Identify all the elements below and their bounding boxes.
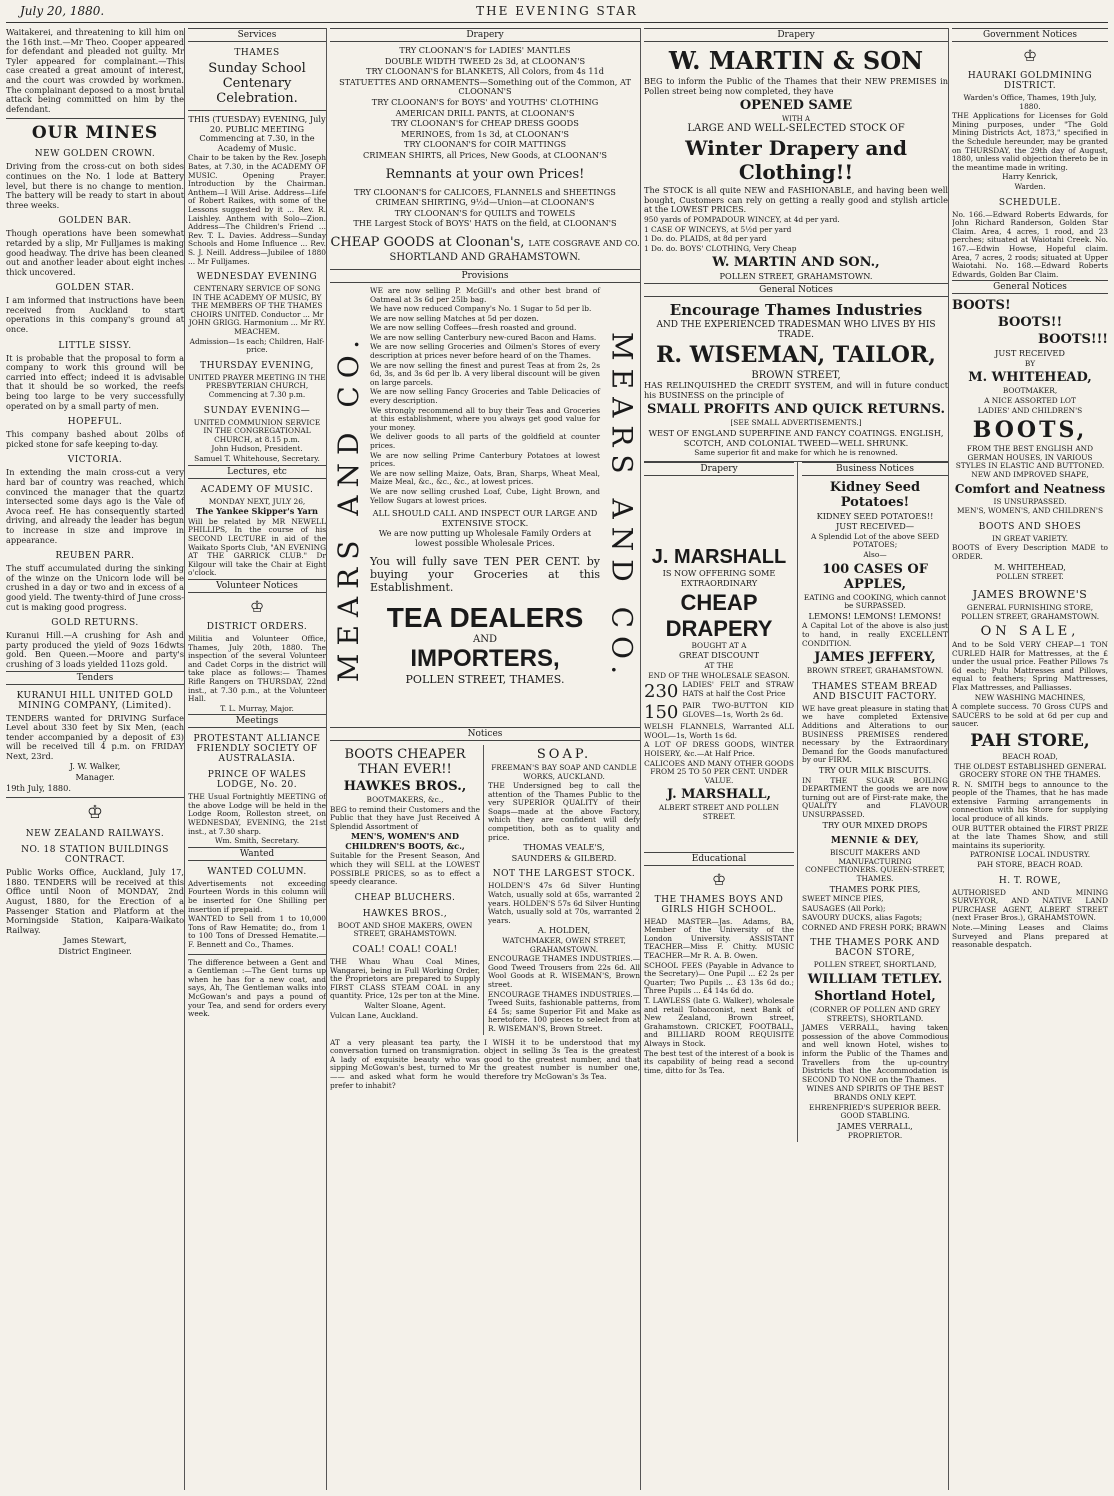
kidney-sub: KIDNEY SEED POTATOES!! [816, 510, 934, 521]
agent: THOMAS VEALE'S, [523, 842, 605, 853]
cloonan-list [330, 46, 640, 161]
pork-store: THE THAMES PORK AND BACON STORE, [810, 938, 940, 959]
bought-line: BOUGHT AT A [691, 640, 747, 650]
bread-heading: THAMES STEAM BREAD AND BISCUIT FACTORY. [812, 681, 938, 702]
tender-notice: TENDERS wanted for DRIVING Surface Level about 330 feet by Six Men, (each tender accompanied by a deposit of £3) will be received till 4 p.m. on FRIDAY Next, 23rd. [6, 712, 184, 761]
encourage-headline: Encourage Thames Industries [669, 300, 923, 319]
cloonan-address: SHORTLAND AND GRAHAMSTOWN. [389, 251, 581, 263]
soap-company: FREEMAN'S BAY SOAP AND CANDLE WORKS, AUCKLAND. [491, 762, 637, 781]
tea-dealers: TEA DEALERS [386, 601, 584, 633]
column-services [188, 28, 327, 1490]
mine-report: The stuff accumulated during the sinking of the winze on the Unicorn lode will be crushed in a day or two and in excess of a good yield. The twenty-third of June cross-cut is making good progress. [6, 563, 184, 612]
notice-date: 19th July, 1880. [6, 782, 71, 793]
town-label: THAMES [234, 48, 280, 58]
gloves-text: PAIR TWO-BUTTON KID GLOVES—1s, Worth 2s 6d. [682, 701, 794, 719]
bottom-row [330, 1039, 640, 1092]
blucher-line: CHEAP BLUCHERS. [354, 892, 456, 903]
hats-count: 230 [644, 681, 679, 703]
store-name: GENERAL FURNISHING STORE, [966, 602, 1094, 612]
lemons-line: LEMONS! LEMONS! LEMONS! [808, 610, 942, 621]
mine-heading: HOPEFUL. [67, 417, 123, 428]
provision-item: We are now selling Coffees—fresh roasted and ground. [370, 323, 577, 333]
mears-name: MEARS AND CO. [605, 331, 639, 682]
wines-line: WINES AND SPIRITS OF THE BEST BRANDS ONLY KEPT. [806, 1084, 944, 1102]
warden-office: Warden's Office, Thames, 19th July, 1880. [963, 93, 1097, 111]
holden-address: WATCHMAKER, OWEN STREET, GRAHAMSTOWN. [502, 936, 626, 954]
apples-line: 100 CASES OF APPLES, [822, 561, 928, 592]
mine-report: It is probable that the proposal to form a company to work this ground will be carried into effect; indeed it is advisable that it should be so worked, the reefs being too large to be very successfully operated on by a small party of men. [6, 352, 184, 411]
dress-offer: A LOT OF DRESS GOODS, WINTER HOISERY, &c.—At Half Price. [644, 740, 794, 759]
schedule-body: No. 166.—Edward Roberts Edwards, for John Richard Randerson, Golden Star Claim. Area, 4 acres, 1 rood, and 23 perches; situated at Waiotahi Creek. No. 167.—Edwin Howse, Hopeful claim. Area, 7 acres, 2 roods; situated at Upper Waiotahi. No. 168.—Edward Roberts Edwards, Golden Bar Claim. [952, 209, 1108, 279]
renowned-line: Same superior fit and make for which he is renowned. [694, 448, 898, 458]
at-the-line: AT THE [704, 661, 734, 671]
whitehead-name: M. WHITEHEAD, [968, 370, 1092, 386]
late-firm: LATE COSGRAVE AND CO. [528, 238, 640, 248]
crest-icon: ♔ [1022, 46, 1038, 65]
boots-big: BOOTS, [972, 417, 1088, 444]
butter-line: OUR BUTTER obtained the FIRST PRIZE at the late Thames Show, and still maintains its superiority. [952, 823, 1108, 850]
wiseman-street: BROWN STREET, [751, 370, 841, 382]
lodge-notice: THE Usual Fortnightly MEETING of the above Lodge will be held in the Lodge Room, Rolleston street, on WEDNESDAY, EVENING, the 21st inst., at 7.30 sharp. [188, 792, 326, 836]
signatory-title: Manager. [75, 772, 115, 783]
provision-item: We strongly recommend all to buy their Teas and Groceries at this establishment, where you always get good value for your money. [370, 405, 600, 432]
provision-item: We are now selling Prime Canterbury Potatoes at lowest prices. [370, 450, 600, 469]
rowe-body: AUTHORISED AND MINING SURVEYOR, AND NATIVE LAND PURCHASE AGENT, ALBERT STREET (next Fraser Bros.), GRAHAMSTOWN. [952, 887, 1108, 923]
cheap-drapery: CHEAP DRAPERY [665, 589, 773, 641]
cloonan-line: THE Largest Stock of BOYS' HATS on the field, at CLOONAN'S [353, 218, 617, 229]
venue: ACADEMY OF MUSIC. [200, 484, 314, 495]
soap-makers: SAUNDERS & GILBERD. [511, 852, 617, 863]
provision-item: WE are now selling P. McGill's and other best brand of Oatmeal at 3s 6d per 25lb bag. [370, 285, 600, 304]
calico-offer: CALICOES AND MANY OTHER GOODS FROM 25 TO 50 PER CENT. UNDER VALUE. [644, 758, 794, 785]
martin-name: W. MARTIN AND SON., [712, 255, 880, 271]
provision-item: We have now reduced Company's No. 1 Sugar to 5d per lb. [370, 304, 592, 314]
tetley-name: WILLIAM TETLEY. [807, 972, 943, 988]
cloonan-line: TRY CLOONAN'S for CALICOES, FLANNELS and SHEETINGS [354, 186, 616, 197]
lodge-name: PRINCE OF WALES LODGE, No. 20. [207, 770, 307, 791]
martin-item: 1 Do. do. BOYS' CLOTHING, Very Cheap [644, 243, 797, 253]
kidney-headline: Kidney Seed Potatoes! [829, 479, 921, 510]
section-label: Meetings [188, 714, 326, 728]
offering-line: IS NOW OFFERING SOME [662, 567, 776, 578]
provision-item: We are now selling Fancy Groceries and Table Delicacies of every description. [370, 387, 600, 406]
crest-icon: ♔ [86, 802, 104, 824]
mine-report: In extending the main cross-cut a very hard bar of country was reached, which convinced the manager that the quartz intersected some days ago is the Vale of Avoca reef. He has consequently started driving, and already the leader has begun to increase in size and improve in appearance. [6, 467, 184, 545]
mince-pies: SWEET MINCE PIES, [802, 894, 884, 904]
encourage-ad: ENCOURAGE THAMES INDUSTRIES.—Good Tweed Trousers from 22s 6d. All Wool Goods at R. WISEMAN'S, Brown street. [488, 954, 640, 989]
sale-body: And to be Sold VERY CHEAP—1 TON CURLED HAIR for Mattresses, at the £ under the usual price. Feather Pillows 7s 6d each; Pulu Mattresses and Pillows, equal to feathers; Spring Mattresses, Flax Mattresses, and Palliasses. [952, 639, 1108, 692]
section-label: Drapery [644, 462, 794, 476]
school-staff: HEAD MASTER—Jas. Adams, BA, Member of the University of the London University. ASSISTANT TEACHER—Miss F. Chitty. MUSIC TEACHER—Mr R. A. B. Owen. [644, 916, 794, 960]
signatory: Walter Sloane, Agent. [364, 1001, 446, 1010]
mears-advert [330, 287, 640, 727]
tea-price-ad: I WISH it to be understood that my object in selling 3s Tea is the greatest good to the greatest number, and that the greatest number is number one, therefore try McGowan's 3s Tea. [484, 1037, 640, 1081]
mine-heading: GOLD RETURNS. [51, 618, 139, 629]
tea-test-ad: The best test of the interest of a book is its capability of being read a second time, ditto for 3s Tea. [644, 1048, 794, 1075]
nice-lot: A NICE ASSORTED LOT [984, 396, 1076, 406]
column-drapery-provisions [330, 28, 641, 1490]
mine-report: This company bashed about 20lbs of picked stone for safe keeping to-day. [6, 429, 184, 449]
event-heading: THURSDAY EVENING, [200, 360, 314, 371]
winter-headline: Winter Drapery and Clothing!! [685, 136, 907, 185]
signatory: Wm. Smith, Secretary. [214, 836, 300, 846]
signatory: J. W. Walker, [69, 761, 121, 772]
hawkes-trade: BOOTMAKERS, &c., [366, 794, 444, 804]
hawkes-name: HAWKES BROS., [362, 908, 448, 919]
variety-line: IN GREAT VARIETY. [991, 533, 1069, 543]
marshall-address: ALBERT STREET AND POLLEN STREET. [658, 803, 780, 821]
washing-line: NEW WASHING MACHINES, [974, 692, 1086, 702]
company-name: KURANUI HILL UNITED GOLD MINING COMPANY, (Limited). [16, 690, 174, 711]
volunteer-orders: Militia and Volunteer Office, Thames, July 20th, 1880. The inspection of the several Volunteer and Cadet Corps in the district will take place as follows:— Thames Rifle Rangers on THURSDAY, 22nd inst., at 7.30 p.m., at the Volunteer Hall. [188, 633, 326, 704]
washing-body: A complete success. 70 Gross CUPS and SAUCERS to be sold at 6d per cup and saucer. [952, 702, 1108, 729]
mine-heading: GOLDEN STAR. [55, 283, 135, 294]
cloonan-line: DOUBLE WIDTH TWEED 2s 3d, at CLOONAN'S [384, 55, 586, 66]
event-details: UNITED PRAYER MEETING IN THE PRESBYTERIAN CHURCH, Commencing at 7.30 p.m. [188, 372, 326, 400]
cloonan-line: TRY CLOONAN'S for CHEAP DRESS GOODS [391, 118, 579, 129]
meeting-notice: THIS (TUESDAY) EVENING, July 20. PUBLIC MEETING Commencing at 7.30, in the Academy of Music. [188, 114, 326, 153]
wanted-ad: WANTED to Sell from 1 to 10,000 Tons of Raw Hematite; do., from 1 to 100 Tons of Dressed Hematite.—F. Bennett and Co., Thames. [188, 914, 326, 949]
corned: CORNED AND FRESH PORK; BRAWN [802, 922, 947, 932]
hawkes-advert [330, 745, 484, 1035]
mine-heading: LITTLE SISSY. [58, 340, 132, 351]
cloonan-list [330, 188, 640, 229]
drops-line: TRY OUR MIXED DROPS [822, 819, 928, 830]
houses-line: FROM THE BEST ENGLISH AND GERMAN HOUSES, IN VARIOUS STYLES IN ELASTIC AND BUTTONED. NEW AND IMPROVED SHAPE, [955, 444, 1105, 480]
ladies-line: LADIES' AND CHILDREN'S [977, 405, 1083, 415]
mine-heading: NEW GOLDEN CROWN. [34, 149, 156, 160]
savoury: SAVOURY DUCKS, alias Fagots; [802, 913, 923, 923]
our-mines-heading: OUR MINES [31, 123, 159, 144]
mine-report: Driving from the cross-cut on both sides continues on the No. 1 lode at Battery level, but there is no change to mention. The battery will be ready to start in about three weeks. [6, 161, 184, 210]
provision-item: We are now selling Maize, Oats, Bran, Sharps, Wheat Meal, Maize Meal, &c., &c., &c., at lowest prices. [370, 468, 600, 487]
mine-heading: VICTORIA. [67, 455, 123, 466]
drapery-business-row [644, 461, 948, 1142]
signatory: John Hudson, President. [211, 444, 303, 454]
holden-name: A. HOLDEN, [537, 925, 591, 936]
cloonan-line: TRY CLOONAN'S for BOYS' and YOUTHS' CLOTHING [371, 96, 599, 107]
beach-road: BEACH ROAD, [1002, 751, 1058, 761]
cheap-goods-title: CHEAP GOODS at Cloonan's, [330, 234, 525, 250]
provision-item: We are now selling the finest and purest Teas at from 2s, 2s 6d, 3s, and 3s 6d per lb. A very liberal discount will be given on large parcels. [370, 360, 600, 387]
mennie-sub: BISCUIT MAKERS AND MANUFACTURING CONFECTIONERS. QUEEN-STREET, THAMES. [805, 848, 945, 883]
hawkes-address: BOOT AND SHOE MAKERS, OWEN STREET, GRAHAMSTOWN. [337, 920, 473, 939]
school-fees: SCHOOL FEES (Payable in Advance to the Secretary)— One Pupil ... £2 2s per Quarter; Two Pupils ... £3 13s 6d do.; Three Pupils ... £4 14s 6d do. [644, 960, 794, 996]
small-profits: SMALL PROFITS AND QUICK RETURNS. [646, 402, 946, 418]
hawkes-name: HAWKES BROS., [343, 778, 467, 794]
page-header [6, 4, 1108, 23]
bootmaker-label: BOOTMAKER, [1002, 386, 1058, 396]
also-label: Also— [863, 550, 887, 560]
save-line: You will fully save TEN PER CENT. by buying your Groceries at this Establishment. [370, 554, 600, 594]
marshall-name: J. MARSHALL [651, 545, 787, 568]
provision-item: We are now selling Canterbury new-cured Bacon and Hams. [370, 332, 597, 342]
milk-line: TRY OUR MILK BISCUITS. [818, 764, 932, 775]
boots-shout: BOOTS!! [997, 315, 1063, 331]
hats-text: LADIES' FELT and STRAW HATS at half the Cost Price [682, 680, 794, 698]
divider [188, 110, 326, 111]
signatory: James Stewart, [63, 935, 127, 946]
section-label: Drapery [644, 28, 948, 42]
soap-heading: SOAP. [536, 746, 592, 762]
admission: Admission—1s each; Children, Half-price. [189, 336, 325, 355]
society-name: PROTESTANT ALLIANCE FRIENDLY SOCIETY OF AUSTRALASIA. [193, 734, 321, 765]
mine-report: I am informed that instructions have been received from Auckland to start operations in this company's ground at once. [6, 295, 184, 335]
welsh-offer: WELSH FLANNELS, Warranted ALL WOOL—1s, Worth 1s 6d. [644, 722, 794, 740]
court-report: Waitakerei, and threatening to kill him on the 16th inst.—Mr Theo. Cooper appeared for defendant and pleaded not guilty. Mr Tyler appeared for complainant.—This case created a great amount of interest, and the court was crowded by workmen. The complainant deposed to a most brutal attack being committed on him by the defendant. [6, 28, 184, 114]
whitehead-address: POLLEN STREET. [996, 572, 1064, 582]
pah-sub: THE OLDEST ESTABLISHED GENERAL GROCERY STORE ON THE THAMES. [954, 761, 1106, 780]
provision-item: We deliver goods to all parts of the goldfield at counter prices. [370, 432, 600, 450]
signatory-title: Warden. [1014, 181, 1046, 191]
watch-heading: NOT THE LARGEST STOCK. [492, 869, 636, 880]
crest-icon: ♔ [711, 869, 727, 889]
whitehead-name: M. WHITEHEAD, [994, 561, 1066, 572]
encourage-ad: ENCOURAGE THAMES INDUSTRIES.—Tweed Suits, fashionable patterns, from £4 5s; same Superior Fit and Make as heretofore. 100 pieces to select from at R. WISEMAN'S, Brown Street. [488, 989, 640, 1033]
cloonan-line: MERINOES, from 1s 3d, at CLOONAN'S [400, 128, 570, 139]
program: Chair to be taken by the Rev. Joseph Bates, at 7.30, in the ACADEMY OF MUSIC. Opening Prayer. Introduction by the Chairman. Anthem—I Will Arise. Address—Life of Robert Raikes, with some of the Lessons suggested by it ... Rev. R. Laishley. Anthem with Solo—Zion. Address—The Children's Friend ... Rev. T. L. Davies. Address—Sunday Schools and Home Influence ... Rev. S. J. Neill. Address—Jubilee of 1880 ... Mr Fulljames. [188, 153, 326, 266]
pah-store: PAH STORE, [970, 730, 1090, 751]
boots-shout: BOOTS!!! [1037, 332, 1108, 348]
section-label: Volunteer Notices [188, 579, 326, 593]
column-news [6, 28, 185, 1490]
mears-name: MEARS AND CO. [331, 331, 365, 682]
martin-items [644, 216, 948, 253]
section-label: General Notices [644, 283, 948, 297]
cloonan-line: TRY CLOONAN'S for COIR MATTINGS [403, 139, 567, 150]
tradesman-line: AND THE EXPERIENCED TRADESMAN WHO LIVES BY HIS TRADE. [656, 319, 936, 340]
lawless-ad: T. LAWLESS (late G. Walker), wholesale and retail Tobacconist, next Bank of New Zealand, Brown street, Grahamstown. CRICKET, FOOTBALL, and BILLIARD ROOM REQUISITE Always in Stock. [644, 995, 794, 1048]
section-label: Lectures, etc [188, 465, 326, 479]
district-heading: HAURAKI GOLDMINING DISTRICT. [967, 71, 1093, 91]
coatings-line: WEST OF ENGLAND SUPERFINE AND FANCY COATINGS. ENGLISH, SCOTCH, AND COLONIAL TWEED—WELL SHRUNK. [648, 427, 944, 448]
sausages: SAUSAGES (All Pork); [802, 903, 886, 913]
rowe-note: Note.—Mining Leases and Claims Surveyed and Plans prepared at reasonable despatch. [952, 923, 1108, 950]
section-label: Drapery [330, 28, 640, 42]
crest-icon: ♔ [249, 596, 265, 616]
end-line: END OF THE WHOLESALE SEASON. [648, 670, 790, 680]
cloonan-line: CRIMEAN SHIRTING, 9½d—Union—at CLOONAN'S [375, 197, 595, 208]
remnants-line: Remnants at your own Prices! [385, 166, 585, 182]
proprietor-label: PROPRIETOR. [847, 1131, 903, 1141]
divider [6, 797, 184, 798]
by-label: BY [1024, 358, 1036, 368]
section-label: Notices [330, 727, 640, 741]
boots-shoes: BOOTS AND SHOES [978, 521, 1082, 532]
rowe-name: H. T. ROWE, [998, 875, 1062, 886]
martin-body: BEG to inform the Public of the Thames that their NEW PREMISES in Pollen street being now completed, they have [644, 76, 948, 96]
call-line: ALL SHOULD CALL AND INSPECT OUR LARGE AND EXTENSIVE STOCK. [372, 508, 598, 528]
opened-line: OPENED SAME [739, 98, 853, 114]
hotel-sub: (CORNER OF POLLEN AND GREY STREETS), SHORTLAND. [809, 1005, 941, 1023]
cloonan-line: TRY CLOONAN'S for LADIES' MANTLES [399, 45, 571, 55]
wanted-rates: Advertisements not exceeding Fourteen Words in this column will be inserted for One Shilling per insertion if prepaid. [188, 878, 326, 914]
mears-vertical-right [604, 287, 640, 727]
wiseman-name: R. WISEMAN, TAILOR, [656, 342, 936, 369]
lecture-details: Will be related by MR NEWELL PHILLIPS, In the course of his SECOND LECTURE in aid of the Waikato Sports Club, "AN EVENING AT THE GARRICK CLUB." Dr Kilgour will take the Chair at Eight o'clock. [188, 516, 326, 578]
see-note: [SEE SMALL ADVERTISEMENTS.] [730, 418, 862, 428]
cloonan-line: TRY CLOONAN'S for QUILTS and TOWELS [394, 207, 576, 218]
coal-heading: COAL! COAL! COAL! [352, 945, 458, 956]
notices-row [330, 745, 640, 1035]
railway-heading: NEW ZEALAND RAILWAYS. [25, 829, 165, 840]
browne-name: JAMES BROWNE'S [972, 587, 1088, 601]
importers: IMPORTERS, [410, 644, 560, 672]
newspaper-title: THE EVENING STAR [476, 4, 638, 18]
event-heading: WEDNESDAY EVENING [196, 272, 318, 283]
hats-offer [644, 681, 794, 702]
provision-item: We are now selling crushed Loaf, Cube, Light Brown, and Yellow Sugars at lowest prices. [370, 486, 600, 505]
martin-item: 950 yards of POMPADOUR WINCEY, at 4d per yard. [644, 214, 840, 224]
section-label: Provisions [330, 269, 640, 283]
lecture-date: MONDAY NEXT, JULY 26, [208, 496, 306, 506]
railway-subheading: NO. 18 STATION BUILDINGS CONTRACT. [21, 845, 169, 866]
hotel-name: Shortland Hotel, [814, 989, 936, 1005]
boots-headline: BOOTS CHEAPER THAN EVER!! [344, 746, 466, 777]
large-stock: LARGE AND WELL-SELECTED STOCK OF [687, 123, 905, 135]
martin-item: 1 CASE OF WINCEYS, at 5½d per yard [644, 224, 792, 234]
comfort-line: Comfort and Neatness [954, 481, 1106, 496]
section-label: Services [188, 28, 326, 42]
discount-line: GREAT DISCOUNT [678, 650, 760, 661]
just-received: JUST RECEIVED [995, 348, 1065, 359]
cloonan-line: AMERICAN DRILL PANTS, at CLOONAN'S [395, 107, 575, 118]
soap-advert [488, 745, 640, 1035]
verrall-name: JAMES VERRALL, [837, 1120, 913, 1131]
celebration-title: Sunday School Centenary Celebration. [208, 61, 306, 106]
sugar-line: IN THE SUGAR BOILING DEPARTMENT the goods we are now turning out are of First-rate make, the QUALITY and FLAVOUR UNSURPASSED. [802, 775, 948, 819]
martin-address: POLLEN STREET, GRAHAMSTOWN. [719, 271, 873, 282]
tea-party-ad: AT a very pleasant tea party, the conversation turned on transmigration. A lady of exquisite beauty who was sipping McGowan's best, turned to Mr —— and asked what form he would prefer to inhabit? [330, 1037, 480, 1090]
business-notices [802, 462, 948, 1142]
column-drapery-notices [644, 28, 949, 1490]
gloves-offer [644, 702, 794, 723]
watch-body: HOLDEN'S 47s 6d Silver Hunting Watch, usually sold at 65s, warranted 2 years. HOLDEN'S 57s 6d Silver Hunting Watch, usually sold at 70s, warranted 2 years. [488, 881, 640, 925]
cheap-goods [330, 235, 640, 250]
store-address: POLLEN STREET, GRAHAMSTOWN. [960, 612, 1100, 622]
hawkes-body: BEG to remind their Customers and the Public that they have Just Received A Splendid Assortment of [330, 804, 480, 831]
column-government [952, 28, 1108, 1490]
marshall-name: J. MARSHALL, [666, 787, 772, 803]
mine-report: Kuranui Hill.—A crushing for Ash and party produced the yield of 9ozs 16dwts gold. Ben Queen.—Moore and party's crushing of 3 loads yielded 11ozs gold. [6, 630, 184, 669]
wholesale-line: We are now putting up Wholesale Family Orders at lowest possible Wholesale Prices. [378, 528, 592, 548]
martin-name: W. MARTIN & SON [668, 46, 924, 75]
order-line: BOOTS of Every Description MADE to ORDER. [952, 543, 1108, 561]
mears-vertical-left [330, 287, 366, 727]
coal-address: Vulcan Lane, Auckland. [330, 1010, 419, 1020]
cloonan-line: STATUETTES AND ORNAMENTS—Something out of the Common, AT CLOONAN'S [339, 76, 631, 97]
jeffery-address: BROWN STREET, GRAHAMSTOWN. [806, 666, 944, 676]
mine-heading: GOLDEN BAR. [58, 216, 132, 227]
unsurpassed-line: IS UNSURPASSED. [993, 496, 1067, 506]
eating-line: EATING and COOKING, which cannot be SURPASSED. [803, 592, 947, 611]
gov-notice: THE Applications for Licenses for Gold Mining purposes, under "The Gold Mining Districts Act, 1873," specified in the Schedule hereunder, may be granted on THURSDAY, the 29th day of August, 1880, unless valid objection thereto be in the meantime made in writing. [952, 111, 1108, 172]
railway-notice: Public Works Office, Auckland, July 17, 1880. TENDERS will be received at this Office until Noon of MONDAY, 2nd August, 1880, for the Erection of a Passenger Station and Platform at the Morningside Station, Kaipara-Waikato Railway. [6, 867, 184, 935]
school-name: THE THAMES BOYS AND GIRLS HIGH SCHOOL. [654, 894, 784, 915]
hawkes-stock: MEN'S, WOMEN'S AND CHILDREN'S BOOTS, &c., [345, 831, 465, 851]
section-label: Government Notices [952, 28, 1108, 42]
section-label: Tenders [6, 671, 184, 685]
mine-report: Though operations have been somewhat retarded by a slip, Mr Fulljames is making good headway. The drive has been cleaned out and another leader about eight inches thick uncovered. [6, 228, 184, 277]
mens-line: MEN'S, WOMEN'S, AND CHILDREN'S [956, 506, 1104, 516]
cloonan-line: TRY CLOONAN'S for BLANKETS, All Colors, from 4s 11d [365, 66, 605, 77]
with-label: WITH A [781, 115, 810, 124]
mears-body [370, 287, 600, 686]
signatory: Samuel T. Whitehouse, Secretary. [194, 454, 320, 463]
jeffery-name: JAMES JEFFERY, [814, 650, 936, 666]
patronise-line: PATRONISE LOCAL INDUSTRY. [969, 850, 1091, 860]
lecture-title: The Yankee Skipper's Yarn [196, 506, 318, 517]
signatory-title: District Engineer. [58, 946, 132, 956]
and-label: AND [473, 633, 497, 645]
divider [6, 118, 184, 119]
pork-address: POLLEN STREET, SHORTLAND, [813, 960, 937, 970]
section-label: Educational [644, 852, 794, 866]
schedule-heading: SCHEDULE. [998, 197, 1062, 208]
soap-body: THE Undersigned beg to call the attention of the Thames Public to the very SUPERIOR QUALITY of their Soaps—made at the above Factory, which they are confident will defy competition, both as to quality and price. [488, 781, 640, 842]
section-label: Business Notices [802, 462, 948, 476]
cloonan-line: CRIMEAN SHIRTS, all Prices, New Goods, at CLOONAN'S [363, 149, 607, 160]
tea-advert: The difference between a Gent and a Gentleman :—The Gent turns up when he has for a new coat, and says, Ah, The Gentleman walks into McGowan's and pays a pound of your Tea, and send for orders every week. [188, 957, 326, 1019]
divider [188, 954, 326, 955]
pah-body: R. N. SMITH begs to announce to the people of the Thames, that he has made extensive Farming arrangements in connection with his Store for supplying local produce of all kinds. [952, 779, 1108, 824]
mine-heading: REUBEN PARR. [55, 551, 135, 562]
stock-body: The STOCK is all quite NEW and FASHIONABLE, and having been well bought, Customers can rely on getting a really good and stylish article at the LOWEST PRICES. [644, 185, 948, 215]
hawkes-body: Suitable for the Present Season, And which they will SELL at the LOWEST POSSIBLE PRICES, so as to effect a speedy clearance. [330, 851, 480, 887]
signatory: Harry Kenrick, [1002, 172, 1058, 182]
marshall-advert [644, 462, 798, 1142]
hotel-body: JAMES VERRALL, having taken possession of the above Commodious and well known Hotel, wishes to inform the Public of the Thames and Travellers from the up-country Districts that the Accommodation is SECOND TO NONE on the Thames. [802, 1023, 948, 1084]
on-sale: ON SALE, [980, 623, 1080, 639]
extraordinary-line: EXTRAORDINARY [680, 578, 758, 589]
wanted-heading: WANTED COLUMN. [207, 866, 307, 877]
potato-lot: A Splendid Lot of the above SEED POTATOES; [810, 531, 940, 550]
event-details: UNITED COMMUNION SERVICE IN THE CONGREGATIONAL CHURCH, at 8.15 p.m. [193, 417, 321, 444]
mears-address: POLLEN STREET, THAMES. [405, 672, 565, 686]
section-label: General Notices [952, 280, 1108, 294]
signatory: T. L. Murray, Major. [220, 703, 294, 713]
mennie-name: MENNIE & DEY, [830, 836, 920, 847]
event-details: CENTENARY SERVICE OF SONG IN THE ACADEMY OF MUSIC, BY THE MEMBERS OF THE THAMES CHOIRS UNITED. Conductor ... Mr JOHN GRIGG. Harmonium ... Mr RY. MEACHEM. [188, 284, 326, 337]
bread-body: WE have great pleasure in stating that we have completed Extensive Additions and Alterations to our BUSINESS PREMISES rendered necessary by the Extraordinary Demand for the Goods manufactured by our FIRM. [802, 703, 948, 765]
provision-item: We are now selling Matches at 5d per dozen. [370, 313, 539, 323]
capital-line: A Capital Lot of the above is also just to hand, in really EXCELLENT CONDITION. [802, 621, 948, 648]
gloves-count: 150 [644, 702, 679, 724]
issue-date: July 20, 1880. [20, 4, 105, 18]
pah-store-line: PAH STORE, BEACH ROAD. [977, 860, 1083, 870]
pork-pies: THAMES PORK PIES, [829, 883, 921, 894]
provision-item: We are now selling Groceries and Oilmen's Stores of every description at prices never before heard of on the Thames. [370, 342, 600, 361]
just-received: JUST RECEIVED— [835, 521, 915, 532]
provisions-list [370, 287, 600, 505]
beer-line: EHRENFRIED'S SUPERIOR BEER. GOOD STABLING. [809, 1102, 941, 1121]
wiseman-body: HAS RELINQUISHED the CREDIT SYSTEM, and will in future conduct his BUSINESS on the principle of [644, 380, 948, 400]
coal-body: THE Whau Whau Coal Mines, Wangarei, being in Full Working Order, the Proprietors are prepared to Supply FIRST CLASS STEAM COAL in any quantity. Price, 12s per ton at the Mine. [330, 957, 480, 1001]
martin-item: 1 Do. do. PLAIDS, at 8d per yard [644, 234, 767, 244]
boots-shout: BOOTS! [952, 298, 1011, 314]
section-label: Wanted [188, 847, 326, 861]
orders-heading: DISTRICT ORDERS. [206, 621, 308, 632]
event-heading: SUNDAY EVENING— [203, 405, 311, 416]
